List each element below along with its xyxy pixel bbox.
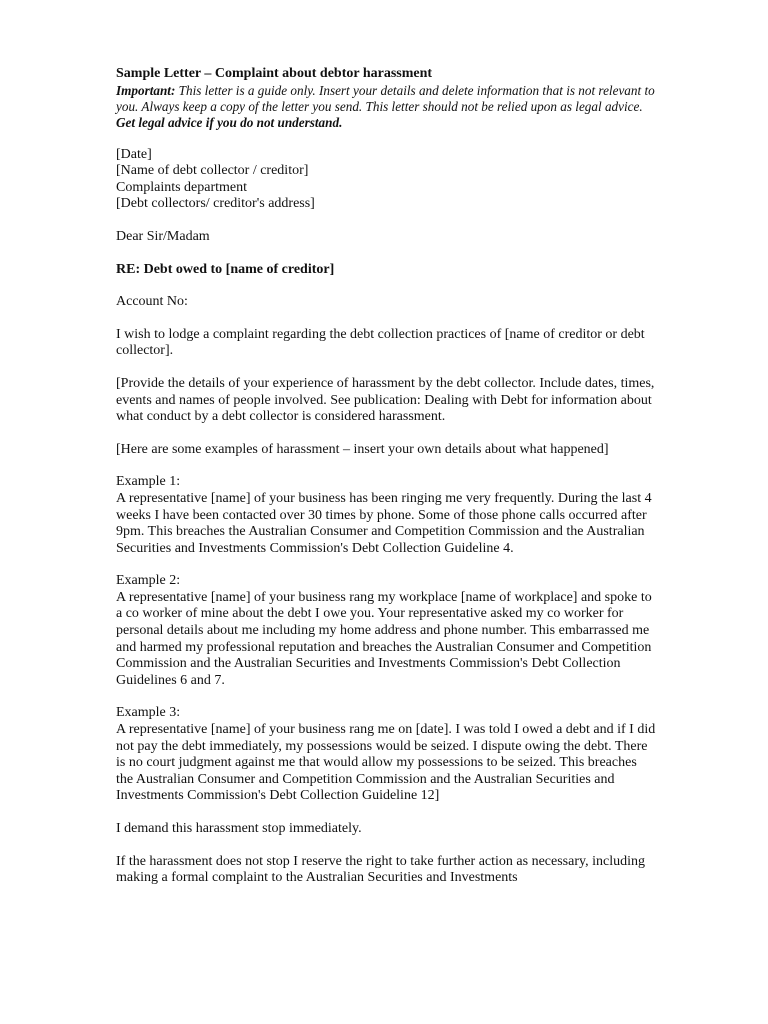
examples-intro-paragraph: [Here are some examples of harassment – insert your own details about what happened]	[116, 441, 609, 457]
demand-paragraph: I demand this harassment stop immediately.	[116, 821, 362, 836]
further-action-paragraph: If the harassment does not stop I reserve the right to take further action as necessary, including making a formal complaint to the Australian Securities and Investments	[116, 853, 645, 886]
salutation: Dear Sir/Madam	[116, 228, 210, 244]
example-text: A representative [name] of your business has been ringing me very frequently. During the last 4 weeks I have been contacted over 30 times by phone. Some of those phone calls occurred after 9pm. This breaches the Australian Consumer and Competition Commission and the Australian Securities and Investments Commission's Debt Collection Guideline 4.	[116, 490, 652, 556]
important-text: This letter is a guide only. Insert your details and delete information that is not relevant to you. Always keep a copy of the letter you send. This letter should not be relied upon as legal advice.	[116, 82, 655, 114]
address-block	[116, 147, 656, 213]
example-heading: Example 2:	[116, 573, 181, 589]
legal-advice-emphasis: Get legal advice if you do not understand.	[116, 114, 343, 130]
letter-page	[116, 66, 656, 887]
re-line: RE: Debt owed to [name of creditor]	[116, 261, 335, 277]
example-heading: Example 3:	[116, 705, 181, 721]
example-text: A representative [name] of your business rang my workplace [name of workplace] and spoke to a co worker of mine about the debt I owe you. Your representative asked my co worker for personal details about me including my home address and phone number. This embarrassed me and harmed my professional reputation and breaches the Australian Consumer and Competition Commission and the Australian Securities and Investments Commission's Debt Collection Guidelines 6 and 7.	[116, 589, 652, 688]
date-placeholder: [Date]	[116, 146, 152, 162]
account-number-line: Account No:	[116, 294, 188, 310]
document-title: Sample Letter – Complaint about debtor harassment	[116, 66, 433, 81]
example-heading: Example 1:	[116, 474, 181, 490]
provide-details-paragraph: [Provide the details of your experience of harassment by the debt collector. Include dates, times, events and names of people involved. See publication: Dealing with Debt for information about what conduct by a debt collector is considered harassment.	[116, 375, 655, 425]
important-label: Important:	[116, 82, 176, 98]
important-note	[116, 83, 656, 131]
example-2	[116, 573, 656, 689]
example-3	[116, 705, 656, 805]
example-text: A representative [name] of your business rang me on [date]. I was told I owed a debt and if I did not pay the debt immediately, my possessions would be seized. I dispute owing the debt. There is no court judgment against me that would allow my possessions to be seized. This breaches the Australian Consumer and Competition Commission and the Australian Securities and Investments Commission's Debt Collection Guideline 12]	[116, 722, 656, 804]
recipient-address-placeholder: [Debt collectors/ creditor's address]	[116, 196, 315, 212]
example-1	[116, 474, 656, 557]
intro-paragraph: I wish to lodge a complaint regarding the debt collection practices of [name of creditor or debt collector].	[116, 326, 645, 359]
department-line: Complaints department	[116, 179, 248, 195]
recipient-name-placeholder: [Name of debt collector / creditor]	[116, 163, 309, 179]
